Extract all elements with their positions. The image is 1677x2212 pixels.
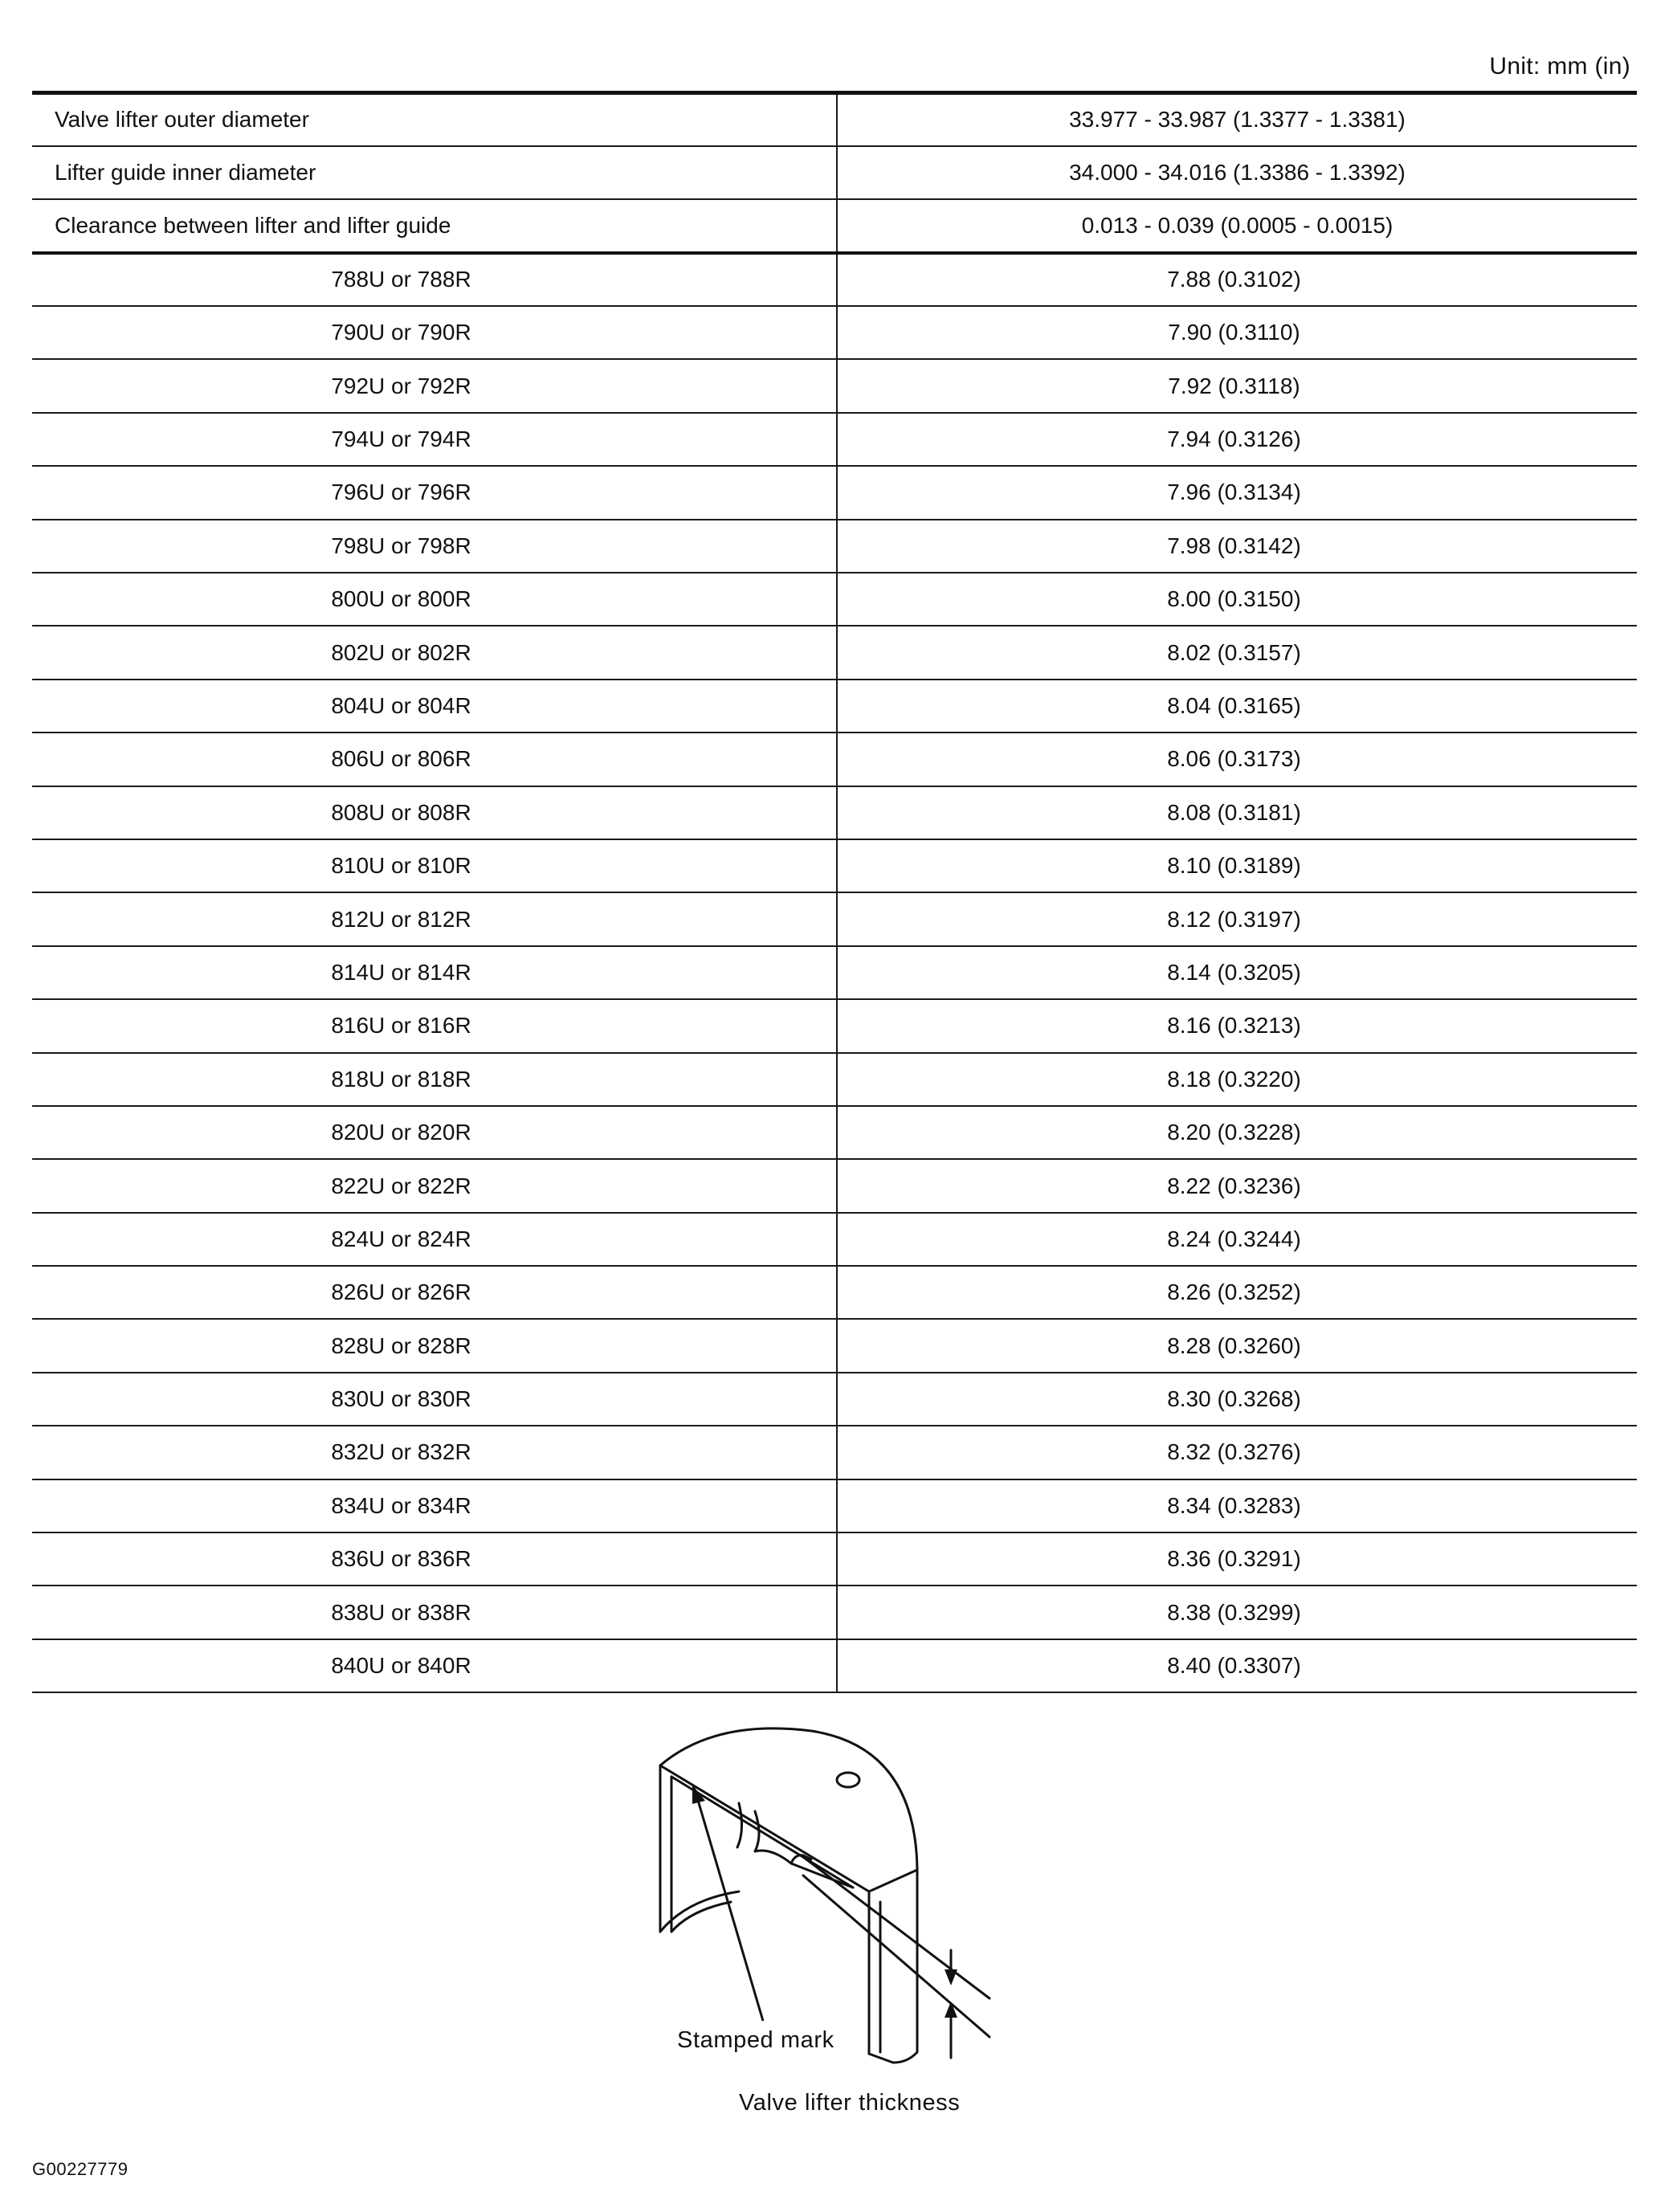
lifter-mark: 832U or 832R xyxy=(32,1426,837,1479)
spec-label: Valve lifter outer diameter xyxy=(32,93,837,146)
lifter-mark: 808U or 808R xyxy=(32,786,837,839)
valve-lifter-thickness-label: Valve lifter thickness xyxy=(739,2090,961,2116)
lifter-mark: 826U or 826R xyxy=(32,1266,837,1319)
lifter-thickness: 8.28 (0.3260) xyxy=(837,1319,1637,1372)
lifter-thickness: 8.10 (0.3189) xyxy=(837,839,1637,892)
lifter-mark: 822U or 822R xyxy=(32,1159,837,1212)
table-row xyxy=(32,1479,1637,1532)
table-row xyxy=(32,839,1637,892)
table-row xyxy=(32,1053,1637,1106)
lifter-mark: 794U or 794R xyxy=(32,413,837,466)
table-row xyxy=(32,1159,1637,1212)
lifter-thickness: 8.40 (0.3307) xyxy=(837,1639,1637,1692)
table-row xyxy=(32,1266,1637,1319)
lifter-mark: 790U or 790R xyxy=(32,306,837,359)
table-row xyxy=(32,1586,1637,1639)
spec-value: 0.013 - 0.039 (0.0005 - 0.0015) xyxy=(837,199,1637,252)
table-row xyxy=(32,999,1637,1052)
lifter-mark: 792U or 792R xyxy=(32,359,837,412)
lifter-mark: 810U or 810R xyxy=(32,839,837,892)
unit-label: Unit: mm (in) xyxy=(1489,53,1630,80)
spec-value: 34.000 - 34.016 (1.3386 - 1.3392) xyxy=(837,146,1637,199)
lifter-mark: 824U or 824R xyxy=(32,1213,837,1266)
table-row xyxy=(32,1319,1637,1372)
lifter-mark: 802U or 802R xyxy=(32,626,837,679)
lifter-thickness: 8.02 (0.3157) xyxy=(837,626,1637,679)
lifter-mark: 818U or 818R xyxy=(32,1053,837,1106)
table-row xyxy=(32,466,1637,519)
table-row xyxy=(32,93,1637,146)
lifter-thickness: 7.94 (0.3126) xyxy=(837,413,1637,466)
lifter-mark: 788U or 788R xyxy=(32,253,837,306)
lifter-thickness: 8.26 (0.3252) xyxy=(837,1266,1637,1319)
lifter-mark: 836U or 836R xyxy=(32,1532,837,1586)
table-row xyxy=(32,146,1637,199)
table-row xyxy=(32,413,1637,466)
lifter-thickness: 8.34 (0.3283) xyxy=(837,1479,1637,1532)
lifter-thickness: 8.30 (0.3268) xyxy=(837,1373,1637,1426)
lifter-thickness: 7.88 (0.3102) xyxy=(837,253,1637,306)
table-row xyxy=(32,733,1637,786)
lifter-thickness: 8.04 (0.3165) xyxy=(837,680,1637,733)
lifter-thickness: 8.36 (0.3291) xyxy=(837,1532,1637,1586)
lifter-thickness: 8.06 (0.3173) xyxy=(837,733,1637,786)
lifter-thickness: 8.14 (0.3205) xyxy=(837,946,1637,999)
lifter-thickness: 8.24 (0.3244) xyxy=(837,1213,1637,1266)
spec-label: Clearance between lifter and lifter guide xyxy=(32,199,837,252)
table-row xyxy=(32,786,1637,839)
lifter-thickness: 7.98 (0.3142) xyxy=(837,520,1637,573)
spec-table-body xyxy=(32,93,1637,1693)
lifter-thickness: 7.92 (0.3118) xyxy=(837,359,1637,412)
table-row xyxy=(32,359,1637,412)
lifter-mark: 806U or 806R xyxy=(32,733,837,786)
lifter-mark: 812U or 812R xyxy=(32,892,837,945)
table-row xyxy=(32,680,1637,733)
lifter-thickness: 8.38 (0.3299) xyxy=(837,1586,1637,1639)
lifter-thickness: 8.16 (0.3213) xyxy=(837,999,1637,1052)
lifter-mark: 800U or 800R xyxy=(32,573,837,626)
table-row xyxy=(32,1532,1637,1586)
lifter-mark: 834U or 834R xyxy=(32,1479,837,1532)
spec-value: 33.977 - 33.987 (1.3377 - 1.3381) xyxy=(837,93,1637,146)
lifter-thickness: 8.12 (0.3197) xyxy=(837,892,1637,945)
valve-lifter-illustration xyxy=(643,1727,1044,2128)
lifter-thickness: 7.96 (0.3134) xyxy=(837,466,1637,519)
lifter-mark: 838U or 838R xyxy=(32,1586,837,1639)
table-row xyxy=(32,253,1637,306)
table-row xyxy=(32,1426,1637,1479)
lifter-mark: 828U or 828R xyxy=(32,1319,837,1372)
lifter-thickness: 8.32 (0.3276) xyxy=(837,1426,1637,1479)
lifter-thickness: 7.90 (0.3110) xyxy=(837,306,1637,359)
table-row xyxy=(32,573,1637,626)
table-row xyxy=(32,520,1637,573)
table-row xyxy=(32,1639,1637,1692)
lifter-mark: 840U or 840R xyxy=(32,1639,837,1692)
lifter-thickness: 8.00 (0.3150) xyxy=(837,573,1637,626)
lifter-mark: 816U or 816R xyxy=(32,999,837,1052)
lifter-mark: 830U or 830R xyxy=(32,1373,837,1426)
lifter-mark: 820U or 820R xyxy=(32,1106,837,1159)
table-row xyxy=(32,892,1637,945)
table-row xyxy=(32,306,1637,359)
table-row xyxy=(32,199,1637,252)
table-row xyxy=(32,1373,1637,1426)
table-row xyxy=(32,1213,1637,1266)
lifter-mark: 796U or 796R xyxy=(32,466,837,519)
stamped-mark-label: Stamped mark xyxy=(677,2027,834,2053)
valve-lifter-figure xyxy=(643,1727,1044,2128)
table-row xyxy=(32,1106,1637,1159)
lifter-thickness: 8.22 (0.3236) xyxy=(837,1159,1637,1212)
lifter-thickness: 8.08 (0.3181) xyxy=(837,786,1637,839)
lifter-thickness: 8.20 (0.3228) xyxy=(837,1106,1637,1159)
lifter-thickness: 8.18 (0.3220) xyxy=(837,1053,1637,1106)
valve-lifter-spec-table xyxy=(32,91,1637,1693)
figure-code: G00227779 xyxy=(32,2159,129,2179)
lifter-mark: 798U or 798R xyxy=(32,520,837,573)
table-row xyxy=(32,946,1637,999)
spec-label: Lifter guide inner diameter xyxy=(32,146,837,199)
lifter-mark: 814U or 814R xyxy=(32,946,837,999)
table-row xyxy=(32,626,1637,679)
lifter-mark: 804U or 804R xyxy=(32,680,837,733)
